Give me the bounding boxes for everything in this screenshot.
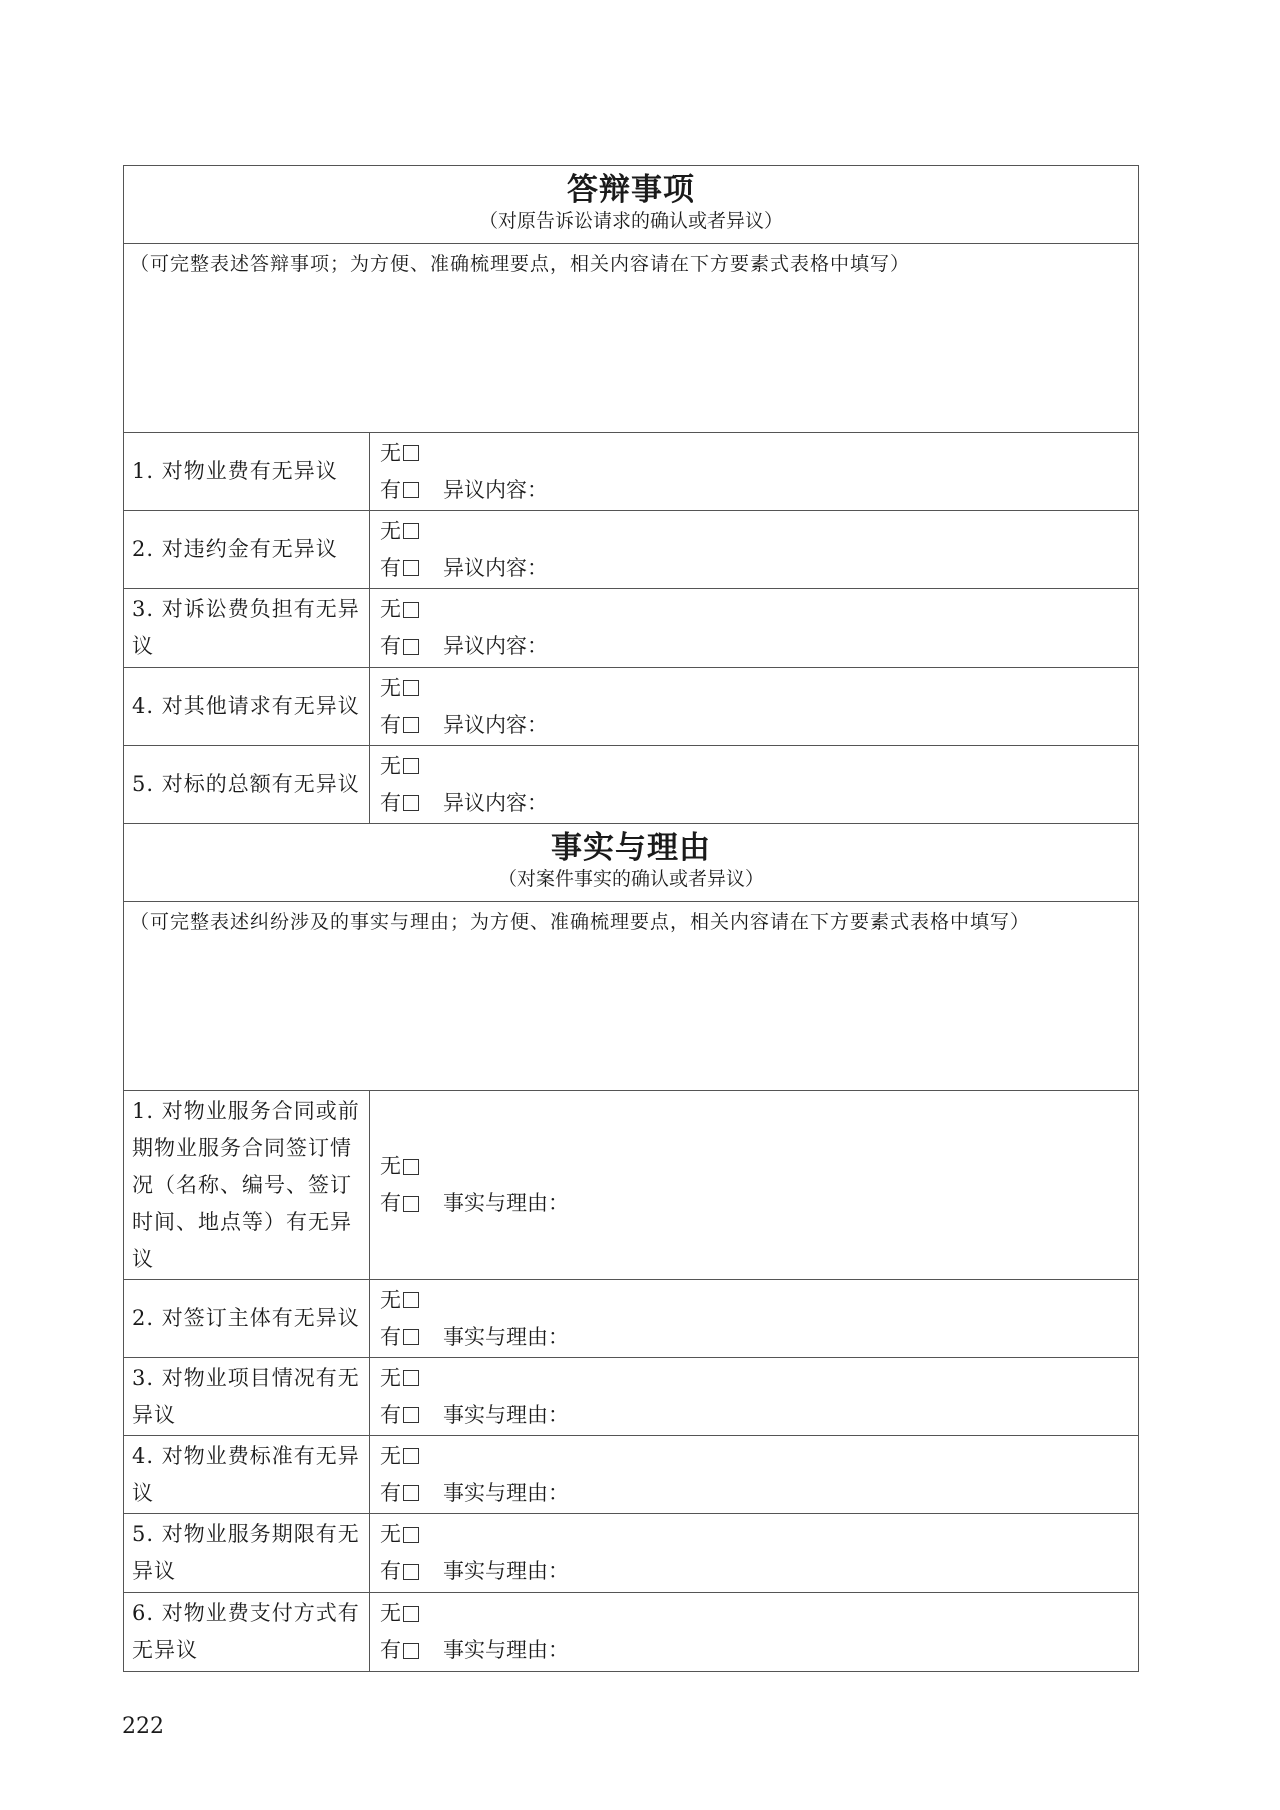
checkbox-yes[interactable] (403, 1643, 419, 1659)
checkbox-no[interactable] (403, 758, 419, 774)
detail-label: 事实与理由： (443, 1638, 569, 1662)
free-text-area[interactable] (124, 902, 1138, 1091)
form-row (124, 668, 1138, 746)
checkbox-no[interactable] (403, 1292, 419, 1308)
section-subtitle: （对原告诉讼请求的确认或者异议） (478, 210, 783, 232)
checkbox-yes[interactable] (403, 639, 419, 655)
free-text-area[interactable] (124, 244, 1138, 433)
option-no-label: 无 (380, 753, 401, 778)
section-header-facts (124, 824, 1138, 902)
detail-label: 异议内容： (443, 555, 548, 580)
option-no-label: 无 (380, 440, 401, 465)
option-no-label: 无 (380, 1601, 401, 1625)
checkbox-no[interactable] (403, 445, 419, 461)
instruction-text: （可完整表述答辩事项；为方便、准确梳理要点，相关内容请在下方要素式表格中填写） (130, 253, 911, 275)
option-yes-label: 有 (380, 1402, 401, 1427)
option-yes-label: 有 (380, 712, 401, 737)
checkbox-yes[interactable] (403, 1196, 419, 1212)
checkbox-yes[interactable] (403, 717, 419, 733)
form-row (124, 1514, 1138, 1593)
checkbox-yes[interactable] (403, 1407, 419, 1423)
detail-label: 异议内容： (443, 477, 548, 502)
checkbox-yes[interactable] (403, 795, 419, 811)
checkbox-no[interactable] (403, 680, 419, 696)
detail-label: 事实与理由： (443, 1191, 569, 1215)
checkbox-no[interactable] (403, 523, 419, 539)
option-yes-label: 有 (380, 1324, 401, 1349)
option-no-label: 无 (380, 675, 401, 700)
detail-label: 事实与理由： (443, 1480, 569, 1505)
option-no-label: 无 (380, 597, 401, 621)
row-label: 3. 对物业项目情况有无异议 (124, 1358, 370, 1435)
detail-label: 事实与理由： (443, 1559, 569, 1583)
option-no-label: 无 (380, 1154, 401, 1178)
form-row (124, 1593, 1138, 1671)
form-row (124, 1358, 1138, 1436)
checkbox-no[interactable] (403, 602, 419, 618)
row-label: 2. 对签订主体有无异议 (124, 1280, 370, 1357)
section-title: 答辩事项 (567, 172, 695, 208)
page-number: 222 (122, 1714, 164, 1739)
option-no-label: 无 (380, 1287, 401, 1312)
form-row (124, 589, 1138, 668)
checkbox-no[interactable] (403, 1448, 419, 1464)
option-yes-label: 有 (380, 1559, 401, 1583)
option-yes-label: 有 (380, 555, 401, 580)
checkbox-yes[interactable] (403, 1564, 419, 1580)
checkbox-no[interactable] (403, 1159, 419, 1175)
form-row (124, 511, 1138, 589)
checkbox-yes[interactable] (403, 1329, 419, 1345)
detail-label: 异议内容： (443, 634, 548, 658)
row-label: 1. 对物业费有无异议 (124, 433, 370, 510)
checkbox-no[interactable] (403, 1370, 419, 1386)
checkbox-no[interactable] (403, 1527, 419, 1543)
instruction-text: （可完整表述纠纷涉及的事实与理由；为方便、准确梳理要点，相关内容请在下方要素式表格中填写） (130, 911, 1031, 933)
row-label: 5. 对物业服务期限有无异议 (124, 1514, 370, 1592)
section-header-defense (124, 166, 1138, 244)
form-row (124, 1280, 1138, 1358)
option-no-label: 无 (380, 1522, 401, 1546)
row-label: 4. 对物业费标准有无异议 (124, 1436, 370, 1513)
section-title: 事实与理由 (551, 830, 711, 866)
form-row (124, 433, 1138, 511)
detail-label: 事实与理由： (443, 1324, 569, 1349)
row-label: 4. 对其他请求有无异议 (124, 668, 370, 745)
row-label: 1. 对物业服务合同或前期物业服务合同签订情况（名称、编号、签订时间、地点等）有无异议 (124, 1091, 370, 1279)
option-yes-label: 有 (380, 1638, 401, 1662)
option-no-label: 无 (380, 1365, 401, 1390)
option-no-label: 无 (380, 1443, 401, 1468)
option-yes-label: 有 (380, 634, 401, 658)
pleading-form (123, 165, 1139, 1672)
section-subtitle: （对案件事实的确认或者异议） (497, 868, 764, 890)
form-row (124, 1091, 1138, 1280)
checkbox-yes[interactable] (403, 560, 419, 576)
checkbox-yes[interactable] (403, 482, 419, 498)
detail-label: 异议内容： (443, 712, 548, 737)
checkbox-yes[interactable] (403, 1485, 419, 1501)
detail-label: 异议内容： (443, 790, 548, 815)
row-label: 6. 对物业费支付方式有无异议 (124, 1593, 370, 1671)
option-no-label: 无 (380, 518, 401, 543)
detail-label: 事实与理由： (443, 1402, 569, 1427)
row-label: 2. 对违约金有无异议 (124, 511, 370, 588)
checkbox-no[interactable] (403, 1606, 419, 1622)
row-label: 3. 对诉讼费负担有无异议 (124, 589, 370, 667)
option-yes-label: 有 (380, 1480, 401, 1505)
option-yes-label: 有 (380, 477, 401, 502)
option-yes-label: 有 (380, 790, 401, 815)
form-row (124, 746, 1138, 824)
row-label: 5. 对标的总额有无异议 (124, 746, 370, 823)
form-row (124, 1436, 1138, 1514)
option-yes-label: 有 (380, 1191, 401, 1215)
